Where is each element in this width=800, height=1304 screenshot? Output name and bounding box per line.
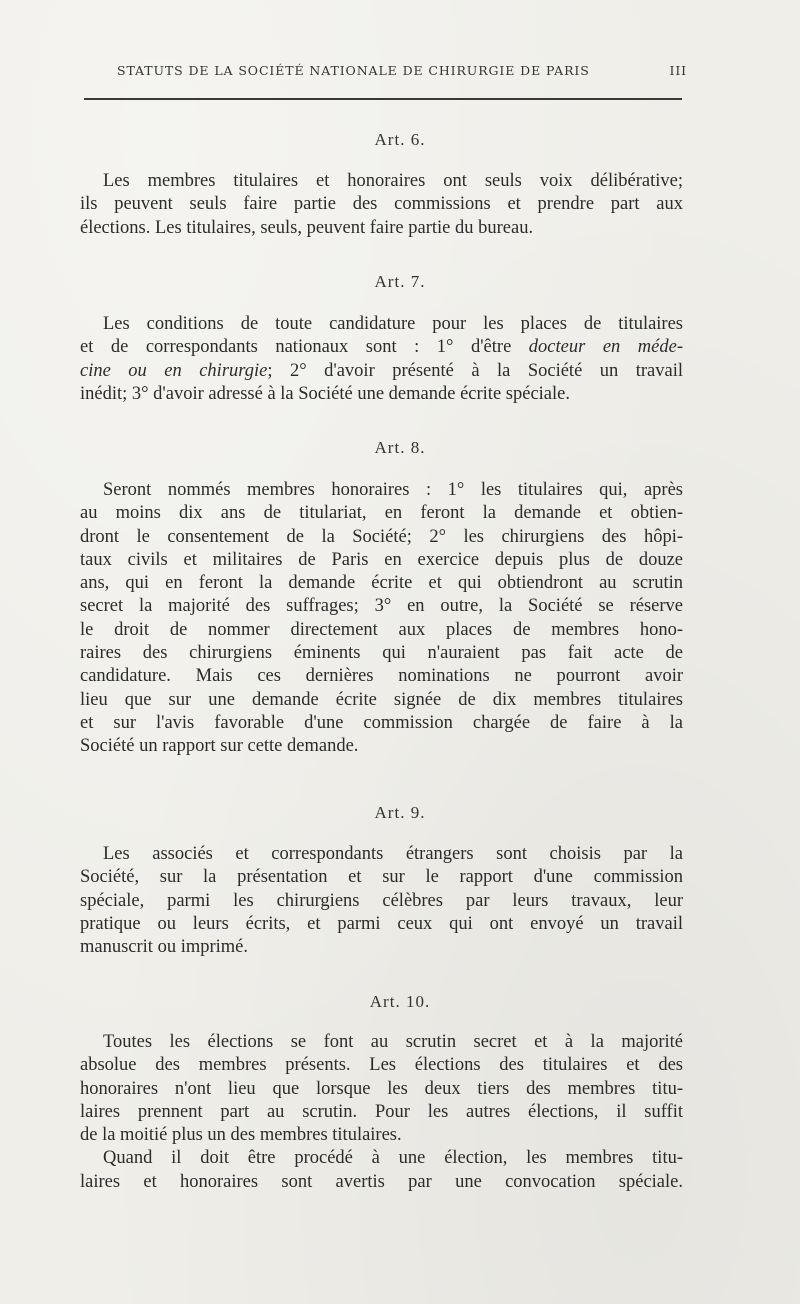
text-line: absolue des membres présents. Les élections des titulaires et des [80, 1055, 683, 1076]
article-9-text [80, 843, 683, 959]
article-8-title: Art. 8. [374, 438, 426, 457]
text-line: le droit de nommer directement aux places de membres hono- [80, 619, 683, 640]
text-segment: ; 2° d'avoir présenté à la Société un travail [267, 360, 683, 381]
text-line: Les membres titulaires et honoraires ont seuls voix délibérative; [103, 171, 683, 191]
text-line: candidature. Mais ces dernières nominations ne pourront avoir [80, 666, 683, 687]
text-line: Toutes les élections se font au scrutin secret et à la majorité [103, 1032, 683, 1052]
text-line: élections. Les titulaires, seuls, peuvent faire partie du bureau. [80, 217, 534, 238]
italic-segment: en chirurgie [164, 360, 268, 381]
text-line [80, 360, 683, 383]
text-line: inédit; 3° d'avoir adressé à la Société une demande écrite spéciale. [80, 383, 570, 404]
article-10-title: Art. 10. [369, 992, 431, 1011]
page-number: III [669, 63, 687, 78]
text-line [80, 336, 683, 359]
text-line: ils peuvent seuls faire partie des commissions et prendre part aux [80, 194, 683, 215]
text-line: lieu que sur une demande écrite signée de dix membres titulaires [80, 689, 683, 710]
text-line: de la moitié plus un des membres titulaires. [80, 1125, 402, 1146]
article-7-title: Art. 7. [374, 272, 426, 291]
article-6-title: Art. 6. [374, 130, 426, 149]
text-line: taux civils et militaires de Paris en exercice depuis plus de douze [80, 549, 683, 570]
text-line: manuscrit ou imprimé. [80, 937, 249, 958]
text-line: spéciale, parmi les chirurgiens célèbres par leurs travaux, leur [80, 890, 683, 911]
text-line: Société un rapport sur cette demande. [80, 736, 359, 757]
text-line: pratique ou leurs écrits, et parmi ceux qui ont envoyé un travail [80, 913, 683, 934]
text-line: Société, sur la présentation et sur le rapport d'une commission [80, 867, 683, 888]
text-line: honoraires n'ont lieu que lorsque les deux tiers des membres titu- [80, 1078, 683, 1099]
italic-segment: cine ou [80, 360, 165, 381]
text-line: ans, qui en feront la demande écrite et qui obtiendront au scrutin [80, 573, 683, 594]
text-line: et sur l'avis favorable d'une commission chargée de faire à la [80, 712, 683, 733]
page-header [117, 63, 687, 83]
text-line: dront le consentement de la Société; 2° les chirurgiens des hôpi- [80, 526, 683, 547]
header-rule [84, 98, 682, 100]
article-7-text [80, 313, 683, 406]
running-title: STATUTS DE LA SOCIÉTÉ NATIONALE DE CHIRURGIE DE PARIS [117, 63, 590, 78]
article-10-text [80, 1031, 683, 1194]
text-line: Seront nommés membres honoraires : 1° les titulaires qui, après [103, 480, 683, 500]
text-line: laires et honoraires sont avertis par une convocation spéciale. [80, 1171, 683, 1192]
text-line: raires des chirurgiens éminents qui n'auraient pas fait acte de [80, 643, 683, 664]
text-line: Quand il doit être procédé à une élection, les membres titu- [103, 1148, 683, 1169]
text-line: laires prennent part au scrutin. Pour les autres élections, il suffit [80, 1101, 683, 1122]
article-8-text [80, 479, 683, 759]
text-line: Les associés et correspondants étrangers sont choisis par la [103, 844, 683, 864]
article-6-text [80, 170, 683, 240]
italic-segment: docteur en méde- [528, 337, 683, 358]
text-line: secret la majorité des suffrages; 3° en outre, la Société se réserve [80, 596, 683, 617]
text-line: Les conditions de toute candidature pour les places de titulaires [103, 314, 683, 334]
article-9-title: Art. 9. [374, 803, 426, 822]
text-line: au moins dix ans de titulariat, en feront la demande et obtien- [80, 503, 683, 524]
text-segment: et de correspondants nationaux sont : 1° d'être [80, 337, 529, 358]
